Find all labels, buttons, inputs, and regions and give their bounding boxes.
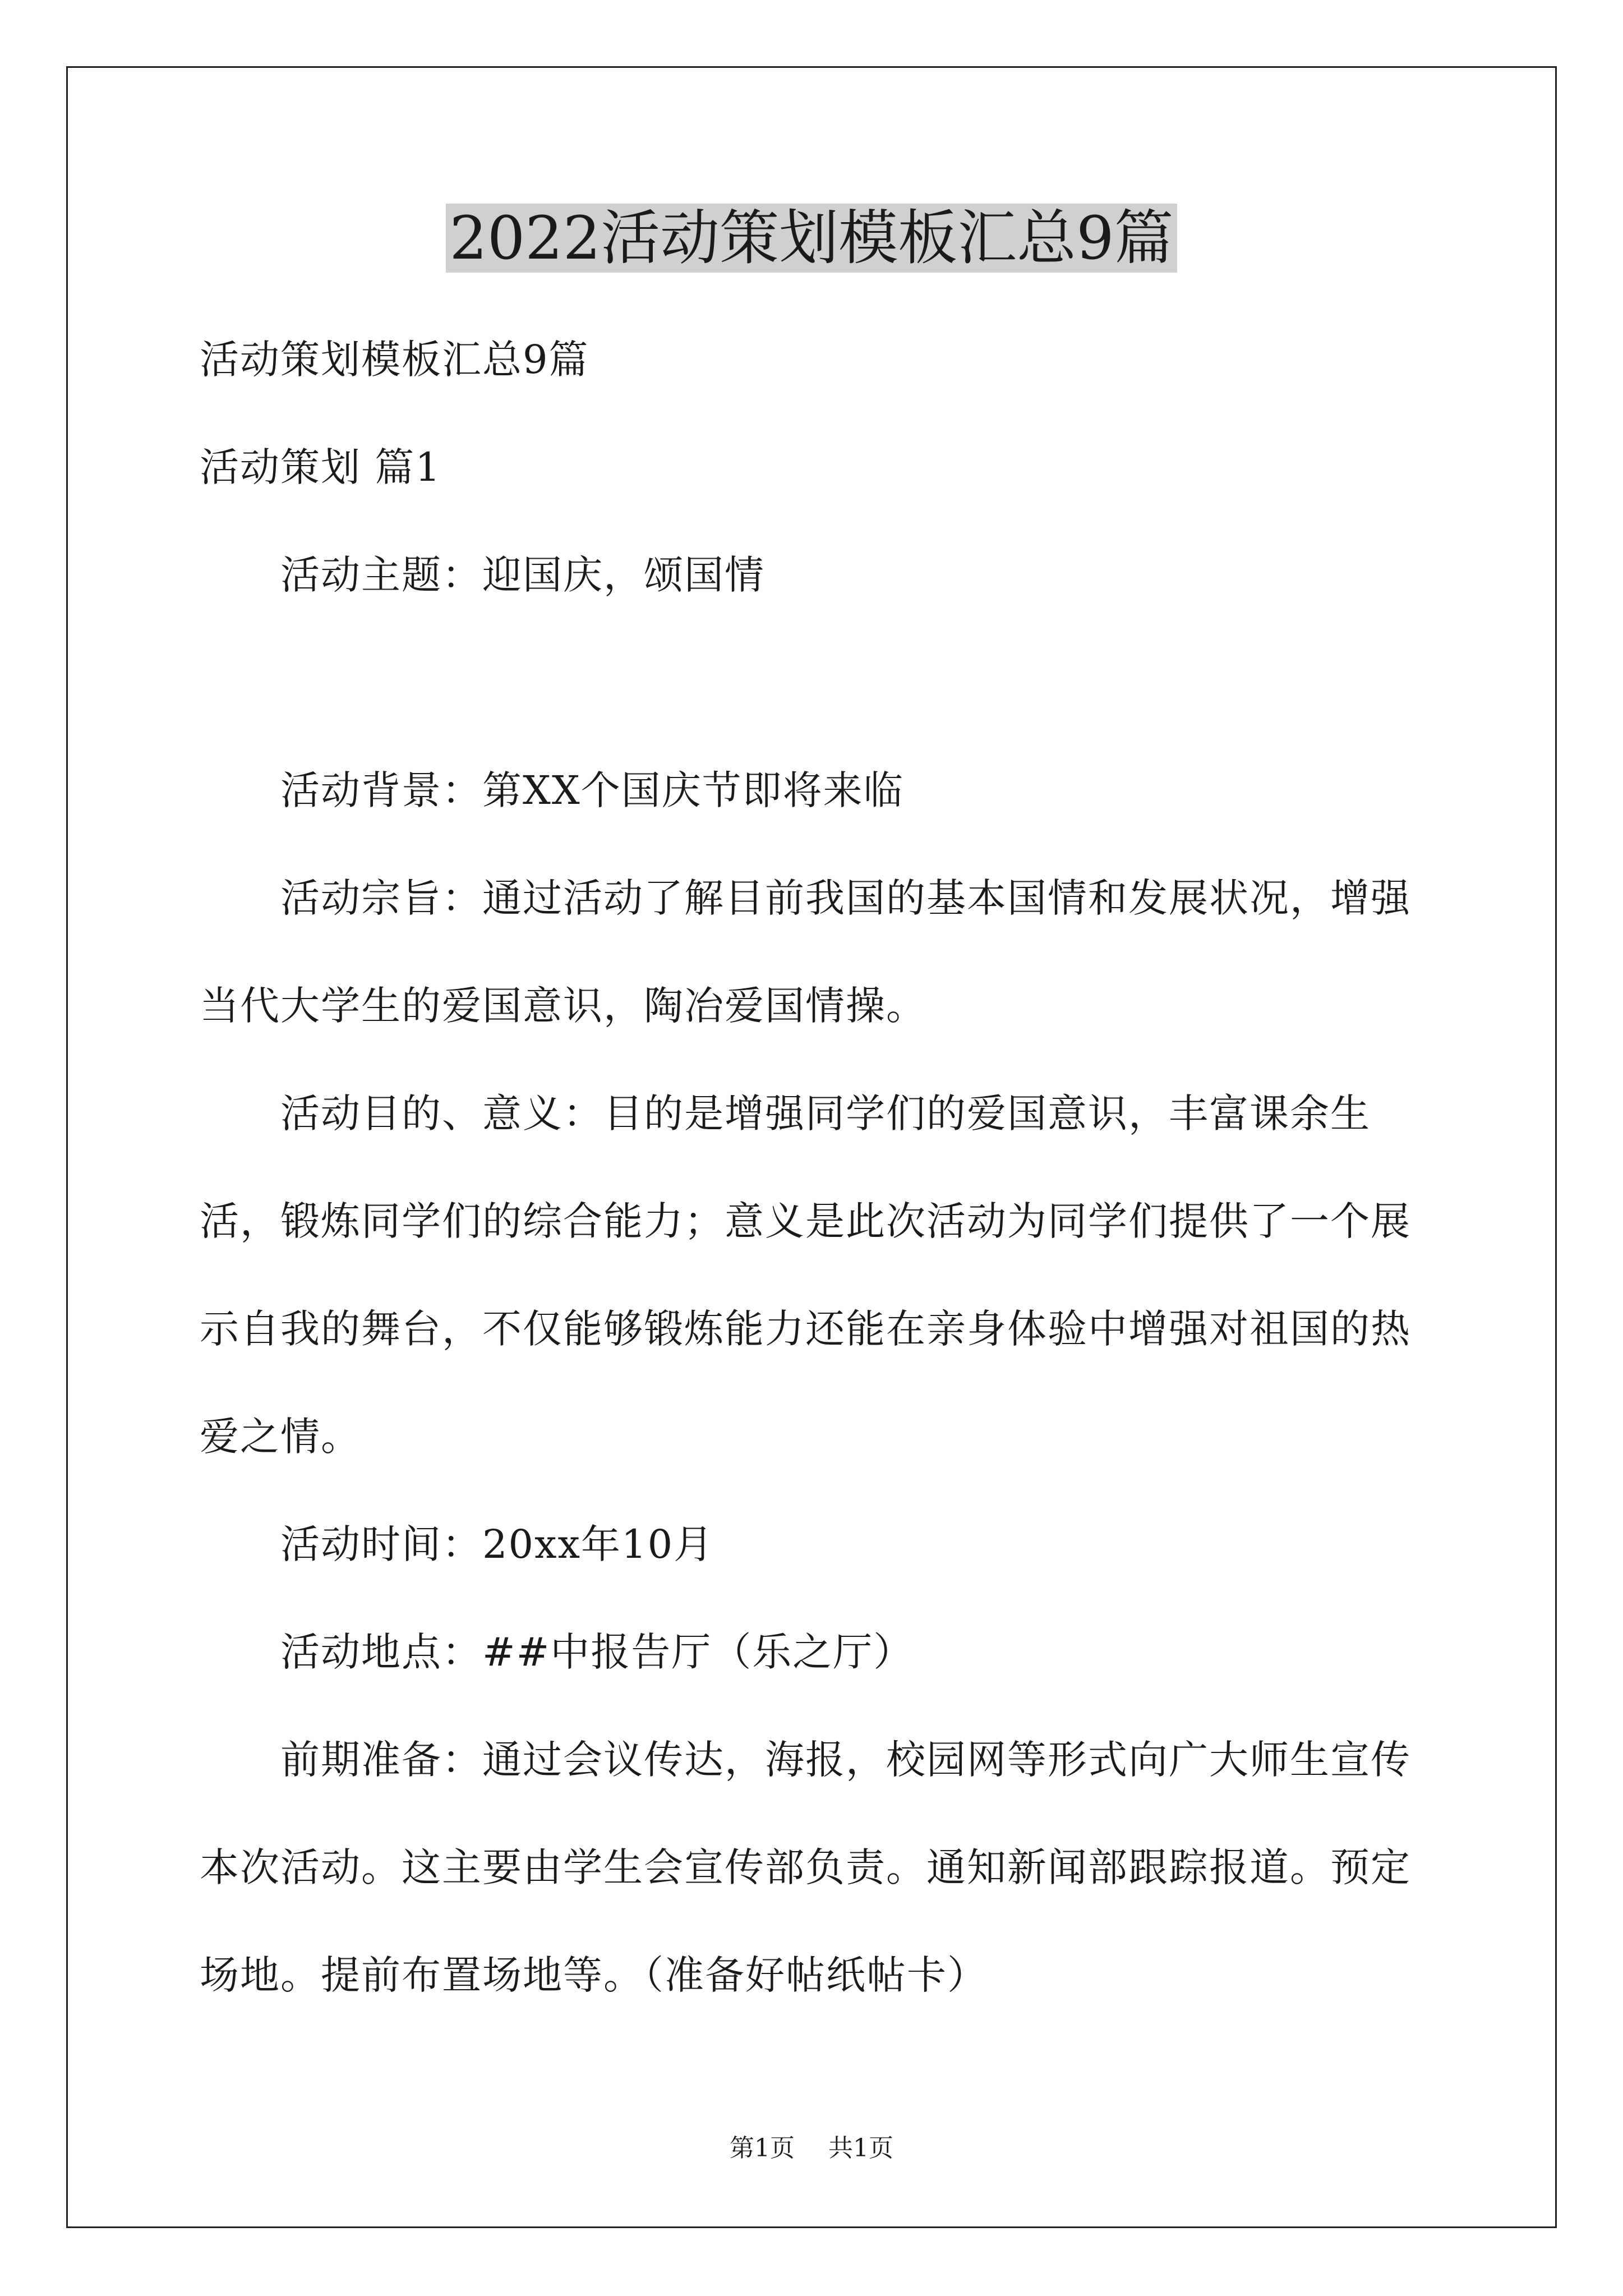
- paragraph-location: 活动地点：##中报告厅（乐之厅）: [280, 1629, 914, 1675]
- paragraph-section-heading: 活动策划 篇1: [200, 444, 441, 490]
- document-title: [0, 199, 1623, 278]
- paragraph-preparation: 前期准备：通过会议传达，海报，校园网等形式向广大师生宣传本次活动。这主要由学生会宣传部负责。通知新闻部跟踪报道。预定场地。提前布置场地等。（准备好帖纸帖卡）: [200, 1737, 1411, 1998]
- paragraph-theme: 活动主题：迎国庆，颂国情: [280, 552, 765, 598]
- paragraph-purpose: 活动宗旨：通过活动了解目前我国的基本国情和发展状况，增强当代大学生的爱国意识，陶冶爱国情操。: [200, 875, 1411, 1029]
- paragraph-goal-meaning: 活动目的、意义：目的是增强同学们的爱国意识，丰富课余生活，锻炼同学们的综合能力；意义是此次活动为同学们提供了一个展示自我的舞台，不仅能够锻炼能力还能在亲身体验中增强对祖国的热爱之情。: [200, 1091, 1411, 1460]
- document-body: [200, 306, 1433, 2029]
- paragraph-time: 活动时间：20xx年10月: [280, 1521, 714, 1567]
- page-number-total: 共1页: [828, 2134, 893, 2162]
- document-title-text: 2022活动策划模板汇总9篇: [446, 204, 1177, 273]
- paragraph-subtitle: 活动策划模板汇总9篇: [200, 337, 589, 383]
- page-footer: [0, 2132, 1623, 2165]
- paragraph-background: 活动背景：第XX个国庆节即将来临: [280, 767, 904, 813]
- page-number-current: 第1页: [730, 2134, 795, 2162]
